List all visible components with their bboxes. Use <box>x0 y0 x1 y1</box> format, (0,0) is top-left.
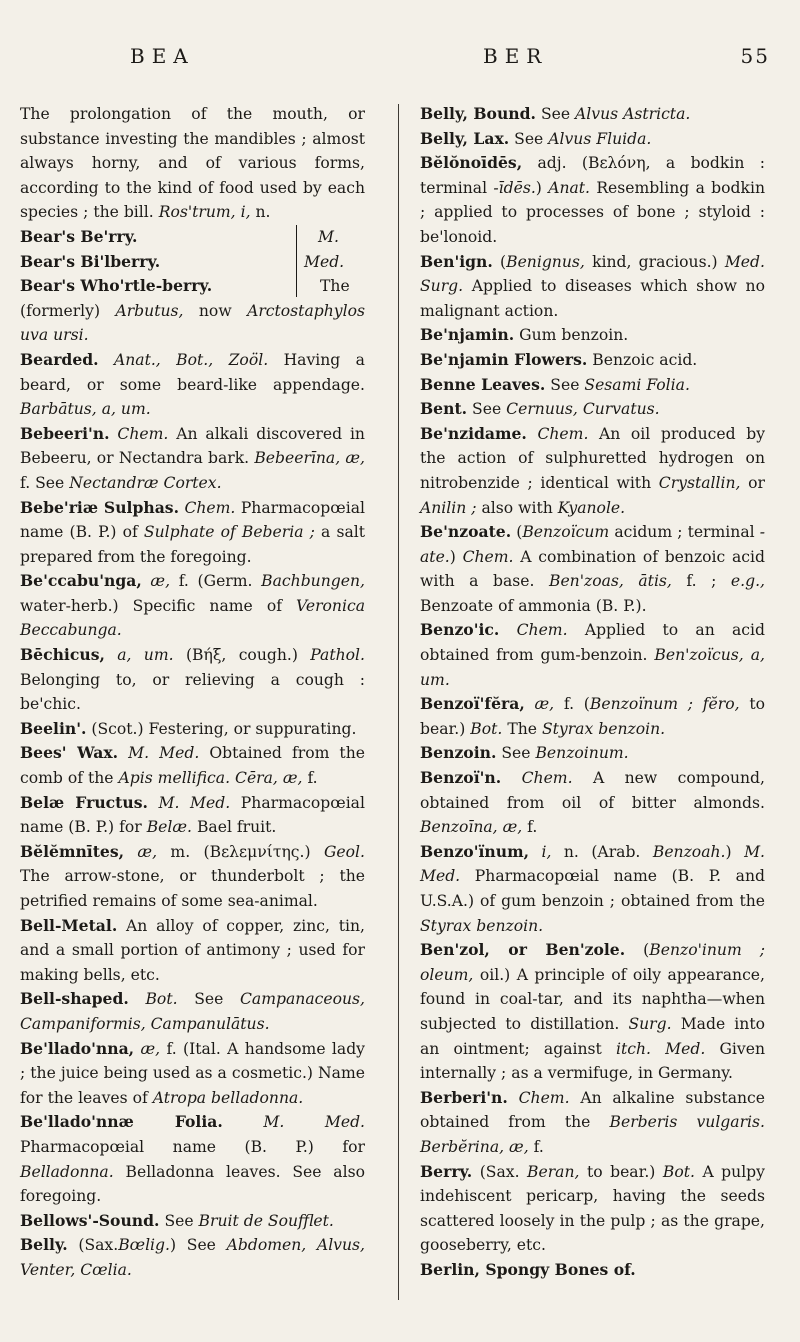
entry-text: oil.) A principle of oily appearance, found in coal-tar, and its naphtha—when subjected to distillation. <box>420 965 765 1033</box>
entry-benzidame <box>420 422 765 520</box>
entry-text: An oil produced by the action of sulphuretted hydrogen on nitrobenzide ; identical with <box>420 424 765 492</box>
running-header <box>30 44 770 70</box>
entry-latin: Belladonna. <box>20 1162 114 1181</box>
headword: Bear's Bi'lberry. <box>20 251 161 271</box>
subject-tag: Chem. <box>518 1088 570 1107</box>
entry-latin: æ, <box>140 1039 161 1058</box>
brace-bracket <box>290 225 297 297</box>
entry-latin: Beran, <box>527 1162 580 1181</box>
entry-text: An alloy of copper, zinc, tin, and a small portion of antimony ; used for making bells, etc. <box>20 916 365 984</box>
entry-latin: Bœlig. <box>118 1236 170 1255</box>
headword: Benzoï'fĕra, <box>420 694 525 714</box>
entry-beccabunga <box>20 569 365 643</box>
entry-text: f. (Ital. A handsome lady ; the juice being used as a cosmetic.) Name for the leaves of <box>20 1039 365 1107</box>
entry-text: Given internally ; as a vermifuge, in Germany. <box>420 1039 765 1083</box>
entry-latin: Berberis vulgaris. <box>609 1113 765 1132</box>
entry-text: See <box>514 129 544 148</box>
headword: Be'llado'nnæ Folia. <box>20 1112 223 1132</box>
entry-text: kind, gracious.) <box>592 252 718 271</box>
subject-tag: Geol. <box>323 842 365 861</box>
entry-text: Pharmacopœial name (B. P. and U.S.A.) of gum benzoin ; obtained from the <box>420 867 765 910</box>
subject-tag: Chem. <box>462 547 514 566</box>
entry-text: Applied to an acid obtained from gum-benzoin. <box>420 621 765 665</box>
entry-text: a salt prepared from the foregoing. <box>20 523 366 566</box>
entry-text: Obtained from the comb of the <box>20 744 365 788</box>
entry-latin: Benzoah. <box>652 842 726 861</box>
entry-text: The arrow-stone, or thunderbolt ; the petrified remains of some sea-animal. <box>20 867 365 910</box>
headword: Be'nzoate. <box>420 522 512 542</box>
entry-latin: Benzoīna, æ, <box>420 818 523 837</box>
subject-tag: M. Med. <box>128 744 200 763</box>
entry-latin: Bachbungen, <box>261 572 365 591</box>
entry-text: A pulpy indehiscent pericarp, having the seeds scattered loosely in the pulp ; as the grape, gooseberry, etc. <box>420 1162 765 1255</box>
entry-latin: Berbĕrina, æ, <box>420 1137 529 1156</box>
entry-text: f. (Germ. <box>178 572 253 591</box>
subject-tag: Bot. <box>470 719 503 738</box>
headword: Belly, Bound. <box>420 104 536 123</box>
subject-tag: Chem. <box>117 424 169 443</box>
headword: Bebeeri'n. <box>20 423 110 443</box>
entry-benign <box>420 250 765 324</box>
entry-latin: Styrax benzoin. <box>420 916 544 935</box>
entry-benzoate <box>420 520 765 618</box>
entry-latin: Campanaceous, Campaniformis, Campanulātus. <box>20 990 365 1033</box>
headword: Berlin, Spongy Bones of. <box>420 1259 636 1279</box>
entry-latin: Arbutus, <box>115 301 184 320</box>
entry-text: Pharmacopœial name (B. P.) for <box>20 1137 365 1156</box>
entry-text: See <box>550 375 580 394</box>
entry-bellows-sound <box>20 1209 365 1234</box>
subject-tag: Chem. <box>537 424 589 443</box>
entry-benzoin-chem <box>420 766 765 840</box>
entry-text: f. <box>533 1137 544 1156</box>
headword: Belæ Fructus. <box>20 792 148 812</box>
subject-tag: Med. <box>665 1039 706 1058</box>
entry-latin: Benzoïnum ; fĕro, <box>589 695 740 714</box>
headword: Benzoin. <box>420 743 497 763</box>
entry-text: also with <box>481 498 553 517</box>
entry-text: f. ( <box>563 695 590 714</box>
entry-latin: Bebeerīna, æ, <box>254 449 365 468</box>
headword: Bees' Wax. <box>20 743 119 763</box>
entry-latin: Apis mellifica. <box>118 769 231 788</box>
subject-tag: M. Med. <box>420 842 765 886</box>
subject-tag: M. Med. <box>158 793 231 812</box>
entry-latin: Veronica Beccabunga. <box>20 596 365 640</box>
entry-text: f. See <box>20 473 65 492</box>
entry-belly-bound <box>420 102 765 127</box>
entry-benzol <box>420 938 765 1086</box>
entry-belladonna <box>20 1037 365 1111</box>
entry-latin: Atropa belladonna. <box>152 1088 304 1107</box>
entry-beelin <box>20 717 365 742</box>
entry-text: f. ; <box>686 572 717 591</box>
headword: Be'ccabu'nga, <box>20 571 142 591</box>
entry-rostrum-continued <box>20 102 365 225</box>
entry-latin: Styrax benzoin. <box>541 719 666 738</box>
entry-text: ) See <box>169 1236 216 1255</box>
entry-bell-metal <box>20 914 365 988</box>
entry-benjamin-flowers <box>420 348 765 373</box>
entry-berberin <box>420 1086 765 1160</box>
entry-latin: Belæ. <box>146 818 192 837</box>
header-right-guideword: BER <box>483 44 549 68</box>
entry-text: to bear.) <box>586 1162 656 1181</box>
subject-tag: Anat. <box>548 178 591 197</box>
entry-text: acidum ; terminal <box>614 523 755 542</box>
entry-text: (Sax. <box>78 1236 119 1255</box>
entry-text: A new compound, obtained from oil of bitter almonds. <box>420 769 765 812</box>
entry-text: now <box>198 301 232 320</box>
entry-bears-berry <box>20 225 365 299</box>
entry-text: ( <box>500 252 507 271</box>
headword: Bear's Who'rtle-berry. <box>20 276 213 296</box>
entry-text: ) <box>725 842 732 861</box>
entry-latin: e.g., <box>730 572 765 591</box>
entry-latin: Benzoinum. <box>535 744 629 763</box>
entry-latin: Abdomen, Alvus, Venter, Cœlia. <box>20 1236 365 1279</box>
entry-text: An alkali discovered in Bebeeru, or Nectandra bark. <box>20 424 365 468</box>
entry-text: ( <box>643 941 650 960</box>
entry-text: The <box>507 719 537 738</box>
entry-latin: Kyanole. <box>557 498 626 517</box>
entry-bebeeriae-sulphas <box>20 496 365 570</box>
subject-tag: Surg. <box>628 1014 672 1033</box>
entry-bell-shaped <box>20 987 365 1036</box>
entry-text: (Sax. <box>479 1162 520 1181</box>
entry-text: m. (Βελεμνίτης.) <box>170 842 311 861</box>
entry-text: An alkaline substance obtained from the <box>420 1088 765 1132</box>
entry-text: adj. (Βελόνη, a bodkin : terminal <box>420 154 765 197</box>
headword: Benzo'ic. <box>420 620 500 640</box>
entry-text: Bael fruit. <box>196 818 277 837</box>
headword: Bell-shaped. <box>20 989 129 1009</box>
headword: Ben'zol, or Ben'zole. <box>420 940 626 960</box>
subject-tag: M. Med. <box>263 1113 366 1132</box>
headword: Beelin'. <box>20 718 87 738</box>
entry-text: to bear.) <box>420 695 765 738</box>
entry-latin: Ros'trum, i, <box>158 203 251 222</box>
entry-latin: Cernuus, Curvatus. <box>506 400 660 419</box>
entry-text: n. <box>255 203 271 222</box>
entry-latin: Crystallin, <box>658 473 741 492</box>
entry-berlin-spongy-bones <box>420 1258 765 1283</box>
headword: Bellows'-Sound. <box>20 1210 160 1230</box>
entry-latin: Alvus Astricta. <box>575 105 691 123</box>
entry-text: Made into an ointment; against <box>420 1014 765 1058</box>
entry-text: Benzoate of ammonia (B. P.). <box>420 596 647 615</box>
entry-text: Pharmacopœial name (B. P.) of <box>20 498 365 542</box>
entry-benzoifera <box>420 692 765 741</box>
entry-bearded <box>20 348 365 422</box>
subject-tag: Bot. <box>662 1162 695 1181</box>
entry-text: ( <box>516 523 523 542</box>
entry-benne-leaves <box>420 373 765 398</box>
subject-tag: Chem. <box>184 498 236 517</box>
entry-belae-fructus <box>20 791 365 840</box>
headword: Bearded. <box>20 349 99 369</box>
entry-text: or <box>748 473 765 492</box>
headword: Be'njamin. <box>420 325 515 345</box>
entry-text: (Βήξ, cough.) <box>185 646 298 665</box>
entry-benzoic <box>420 618 765 692</box>
entry-text: The <box>320 277 350 296</box>
entry-latin: Anilin ; <box>420 498 477 517</box>
subject-tag: Med. <box>304 252 345 271</box>
headword: Ben'ign. <box>420 251 493 271</box>
entry-text: See <box>164 1211 194 1230</box>
headword: Bear's Be'rry. <box>20 226 138 246</box>
entry-belonoides <box>420 151 765 249</box>
entry-benjamin <box>420 323 765 348</box>
right-column <box>420 102 765 1283</box>
subject-tag: Chem. <box>521 769 573 788</box>
entry-bears-berry-def <box>20 299 365 348</box>
entry-text: water-herb.) Specific name of <box>20 596 282 615</box>
entry-latin: -īdēs. <box>493 178 536 197</box>
entry-benzoinum <box>420 840 765 938</box>
entry-bebeerin <box>20 422 365 496</box>
entry-text: (Scot.) Festering, or suppurating. <box>91 719 357 738</box>
entry-text: See <box>194 990 224 1009</box>
entry-text: Having a beard, or some beard-like appendage. <box>20 350 365 394</box>
headword: Bell-Metal. <box>20 915 118 935</box>
entry-berry <box>420 1160 765 1258</box>
entry-text: See <box>501 744 531 763</box>
headword: Belly. <box>20 1235 68 1255</box>
headword: Be'njamin Flowers. <box>420 349 588 369</box>
entry-bees-wax <box>20 741 365 790</box>
entry-latin: Barbātus, a, um. <box>20 400 151 419</box>
entry-latin: i, <box>541 842 552 861</box>
entry-text: f. <box>527 818 538 837</box>
entry-text: Pharmacopœial name (B. P.) for <box>20 793 365 837</box>
entry-bent <box>420 397 765 422</box>
entry-latin: Arctostaphylos uva ursi. <box>20 301 365 345</box>
entry-latin: Cēra, æ, <box>235 769 303 788</box>
subject-tag: Bot. <box>145 990 178 1009</box>
entry-latin: Ben'zoas, ātis, <box>548 572 672 591</box>
entry-latin: æ, <box>534 695 555 714</box>
entry-belly-lax <box>420 127 765 152</box>
left-column <box>20 102 365 1283</box>
entry-latin: -ate. <box>420 523 765 566</box>
entry-text: See <box>540 105 571 123</box>
headword: Belly, Lax. <box>420 128 510 148</box>
subject-tag: Med. Surg. <box>420 252 765 296</box>
entry-latin: Sesami Folia. <box>584 375 690 394</box>
entry-text: Applied to diseases which show no malignant action. <box>420 277 765 320</box>
headword: Bēchicus, <box>20 645 105 665</box>
headword: Bĕlĕmnītes, <box>20 841 125 861</box>
entry-bechicus <box>20 643 365 717</box>
headword: Bebe'riæ Sulphas. <box>20 497 180 517</box>
entry-text: Belladonna leaves. See also foregoing. <box>20 1162 365 1206</box>
headword: Bĕlŏnoīdēs, <box>420 153 523 173</box>
entry-text: Gum benzoin. <box>519 326 629 345</box>
headword: Benzoï'n. <box>420 768 502 788</box>
headword: Berberi'n. <box>420 1087 508 1107</box>
entry-belly <box>20 1233 365 1282</box>
entry-text: Resembling a bodkin ; applied to processes of bone ; styloid : be'lonoid. <box>420 178 765 246</box>
entry-latin: Bruit de Soufflet. <box>198 1211 334 1230</box>
subject-tag: Anat., Bot., Zoöl. <box>113 350 269 369</box>
entry-latin: Nectandræ Cortex. <box>69 473 222 492</box>
entry-latin: Ben'zoïcus, a, um. <box>420 646 765 689</box>
entry-text: ) <box>449 547 456 566</box>
entry-text: See <box>472 400 502 419</box>
entry-text: The prolongation of the mouth, or substance investing the mandibles ; almost always horny, and of various forms, according to the kind of food used by each species ; the bill. <box>20 105 365 222</box>
entry-latin: itch. <box>615 1039 651 1058</box>
entry-belemnites <box>20 840 365 914</box>
headword: Be'nzidame. <box>420 423 527 443</box>
entry-text: (formerly) <box>20 301 101 320</box>
entry-text: n. (Arab. <box>563 842 641 861</box>
header-left-guideword: BEA <box>130 44 195 68</box>
entry-text: Benzoic acid. <box>592 350 698 369</box>
entry-latin: æ, <box>150 572 171 591</box>
page-number: 55 <box>740 44 770 68</box>
headword: Be'llado'nna, <box>20 1038 135 1058</box>
entry-belladonnae-folia <box>20 1110 365 1208</box>
entry-text: ) <box>535 178 542 197</box>
headword: Berry. <box>420 1161 473 1181</box>
entry-latin: Alvus Fluida. <box>548 129 652 148</box>
entry-benzoin <box>420 741 765 766</box>
entry-latin: Benzoïcum <box>522 523 610 542</box>
headword: Bent. <box>420 399 468 419</box>
entry-text: Belonging to, or relieving a cough : be'chic. <box>20 670 365 714</box>
entry-latin: Sulphate of Beberia ; <box>143 523 315 542</box>
entry-latin: Benignus, <box>506 252 585 271</box>
headword: Benzo'ïnum, <box>420 841 529 861</box>
entry-latin: Benzo'inum ; oleum, <box>420 941 765 984</box>
subject-tag: Pathol. <box>310 646 365 665</box>
column-divider <box>398 104 399 1300</box>
subject-tag: Chem. <box>516 621 568 640</box>
entry-latin: æ, <box>137 842 158 861</box>
subject-tag: M. <box>318 227 339 246</box>
entry-latin: a, um. <box>117 646 174 665</box>
entry-text: f. <box>307 769 318 788</box>
headword: Benne Leaves. <box>420 374 546 394</box>
entry-text: A combination of benzoic acid with a base. <box>420 547 765 591</box>
